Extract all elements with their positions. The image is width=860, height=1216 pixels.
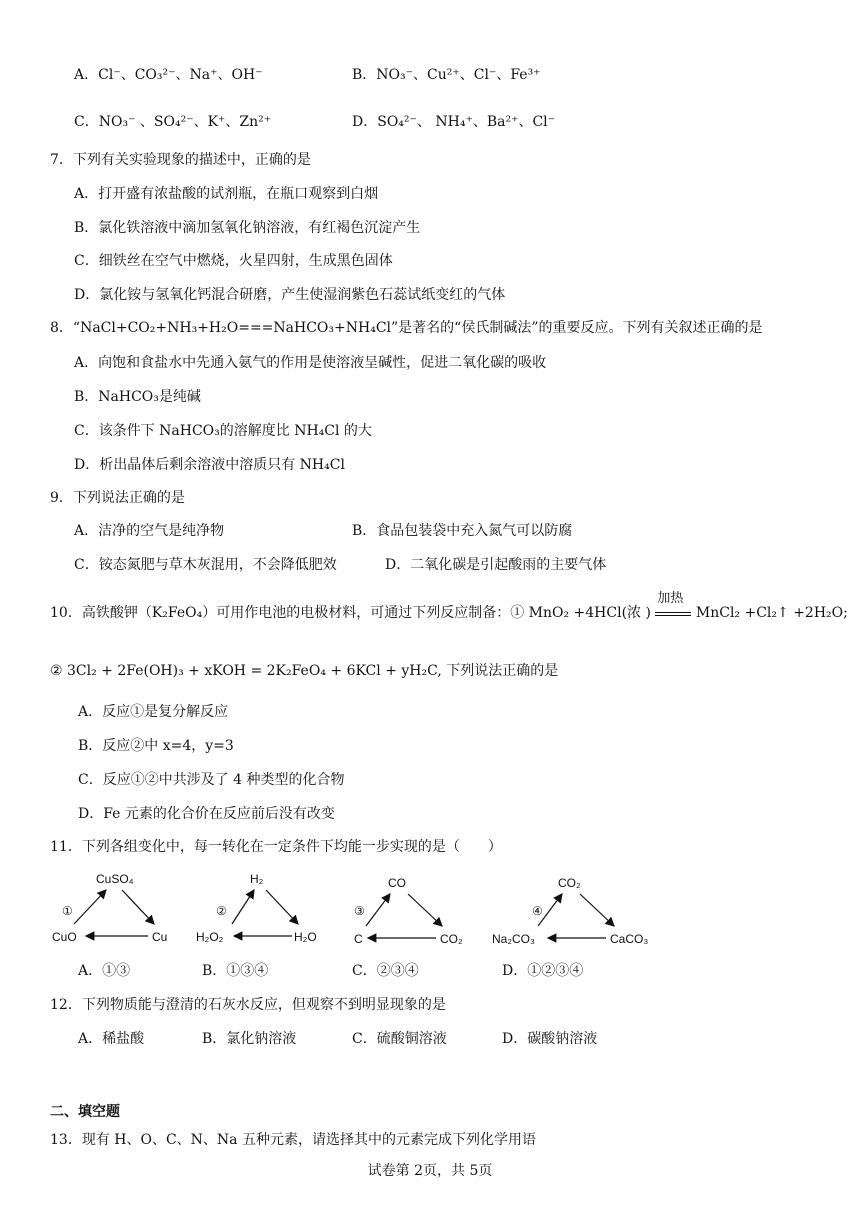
page-footer: 试卷第 2页，共 5页 xyxy=(367,1163,493,1179)
option-8d: D．析出晶体后剩余溶液中溶质只有 NH₄Cl xyxy=(74,457,345,473)
option-12a: A．稀盐酸 xyxy=(78,1031,145,1047)
question-11-stem: 11．下列各组变化中，每一转化在一定条件下均能一步实现的是（ ） xyxy=(50,839,502,855)
diagram-2-top: H₂ xyxy=(250,872,264,886)
question-9-stem: 9．下列说法正确的是 xyxy=(50,490,185,506)
option-label: C． xyxy=(74,114,99,130)
question-7-stem: 7．下列有关实验现象的描述中，正确的是 xyxy=(50,152,311,168)
question-10-stem-text: 10．高铁酸钾（K₂FeO₄）可用作电池的电极材料，可通过下列反应制备：① MnO₂ +4HCl(浓 ) xyxy=(50,605,651,621)
diagram-4-left: Na₂CO₃ xyxy=(492,932,535,946)
option-label: D． xyxy=(352,114,378,130)
diagram-3-num: ③ xyxy=(354,904,365,918)
diagram-2 xyxy=(196,872,317,944)
question-10-stem-tail: MnCl₂ +Cl₂↑ +2H₂O; xyxy=(695,605,848,621)
heat-label: 加热 xyxy=(657,591,684,606)
option-7c: C．细铁丝在空气中燃烧，火星四射，生成黑色固体 xyxy=(74,253,393,269)
diagram-1-left: CuO xyxy=(52,930,77,944)
option-6d xyxy=(352,113,555,131)
option-9a: A．洁净的空气是纯净物 xyxy=(74,523,225,539)
option-12c: C．硫酸铜溶液 xyxy=(352,1031,447,1047)
diagram-3 xyxy=(354,876,463,946)
option-9d: D．二氧化碳是引起酸雨的主要气体 xyxy=(385,557,607,573)
conversion-diagrams xyxy=(0,866,860,954)
diagram-3-top: CO xyxy=(388,876,406,890)
option-8c: C．该条件下 NaHCO₃的溶解度比 NH₄Cl 的大 xyxy=(74,423,372,439)
option-text: NO₃⁻、Cu²⁺、Cl⁻、Fe³⁺ xyxy=(376,67,541,83)
option-10d: D．Fe 元素的化合价在反应前后没有改变 xyxy=(78,806,335,822)
diagram-2-num: ② xyxy=(216,904,227,918)
question-13-stem: 13．现有 H、O、C、N、Na 五种元素，请选择其中的元素完成下列化学用语 xyxy=(50,1132,536,1148)
option-9b: B．食品包装袋中充入氮气可以防腐 xyxy=(352,523,573,539)
option-10b: B．反应②中 x=4，y=3 xyxy=(78,738,234,754)
question-10-equation-2: ② 3Cl₂ + 2Fe(OH)₃ + xKOH = 2K₂FeO₄ + 6KCl + yH₂C, 下列说法正确的是 xyxy=(50,663,559,679)
option-12d: D．碳酸钠溶液 xyxy=(502,1031,598,1047)
section-title: 二、填空题 xyxy=(50,1104,120,1120)
option-8b: B．NaHCO₃是纯碱 xyxy=(74,389,201,405)
option-11a: A．①③ xyxy=(78,963,131,979)
diagram-4-right: CaCO₃ xyxy=(610,932,649,946)
option-6a xyxy=(74,66,263,84)
option-8a: A．向饱和食盐水中先通入氨气的作用是使溶液呈碱性，促进二氧化碳的吸收 xyxy=(74,355,547,371)
diagram-3-right: CO₂ xyxy=(440,932,463,946)
option-12b: B．氯化钠溶液 xyxy=(202,1031,297,1047)
option-label: B． xyxy=(352,67,377,83)
option-6b xyxy=(352,66,541,84)
option-text: Cl⁻、CO₃²⁻、Na⁺、OH⁻ xyxy=(98,67,263,83)
question-8-stem: 8．“NaCl+CO₂+NH₃+H₂O===NaHCO₃+NH₄Cl”是著名的“侯氏制碱法”的重要反应。下列有关叙述正确的是 xyxy=(50,320,763,336)
option-10a: A．反应①是复分解反应 xyxy=(78,704,229,720)
diagram-4-num: ④ xyxy=(532,904,543,918)
option-7d: D．氯化铵与氢氧化钙混合研磨，产生使湿润紫色石蕊试纸变红的气体 xyxy=(74,287,506,303)
option-7a: A．打开盛有浓盐酸的试剂瓶，在瓶口观察到白烟 xyxy=(74,186,379,202)
heat-arrow xyxy=(655,591,691,622)
option-11c: C．②③④ xyxy=(352,963,419,979)
diagram-1-right: Cu xyxy=(152,930,168,944)
option-text: SO₄²⁻、 NH₄⁺、Ba²⁺、Cl⁻ xyxy=(377,114,556,130)
diagram-4-top: CO₂ xyxy=(558,876,581,890)
option-11d: D．①②③④ xyxy=(502,963,584,979)
option-text: NO₃⁻ 、SO₄²⁻、K⁺、Zn²⁺ xyxy=(98,114,272,130)
option-9c: C．铵态氮肥与草木灰混用，不会降低肥效 xyxy=(74,557,337,573)
option-label: A． xyxy=(74,67,99,83)
option-10c: C．反应①②中共涉及了 4 种类型的化合物 xyxy=(78,772,345,788)
option-7b: B．氯化铁溶液中滴加氢氧化钠溶液，有红褐色沉淀产生 xyxy=(74,220,421,236)
diagram-2-left: H₂O₂ xyxy=(196,930,224,944)
option-6c xyxy=(74,113,271,131)
diagram-1-num: ① xyxy=(62,904,73,918)
question-12-stem: 12．下列物质能与澄清的石灰水反应，但观察不到明显现象的是 xyxy=(50,997,446,1013)
diagram-1-top: CuSO₄ xyxy=(96,872,134,886)
diagram-4 xyxy=(492,876,648,946)
diagram-2-right: H₂O xyxy=(294,930,317,944)
diagram-3-left: C xyxy=(354,932,363,946)
option-11b: B．①③④ xyxy=(202,963,269,979)
diagram-1 xyxy=(52,872,167,944)
question-10-stem xyxy=(50,591,848,622)
